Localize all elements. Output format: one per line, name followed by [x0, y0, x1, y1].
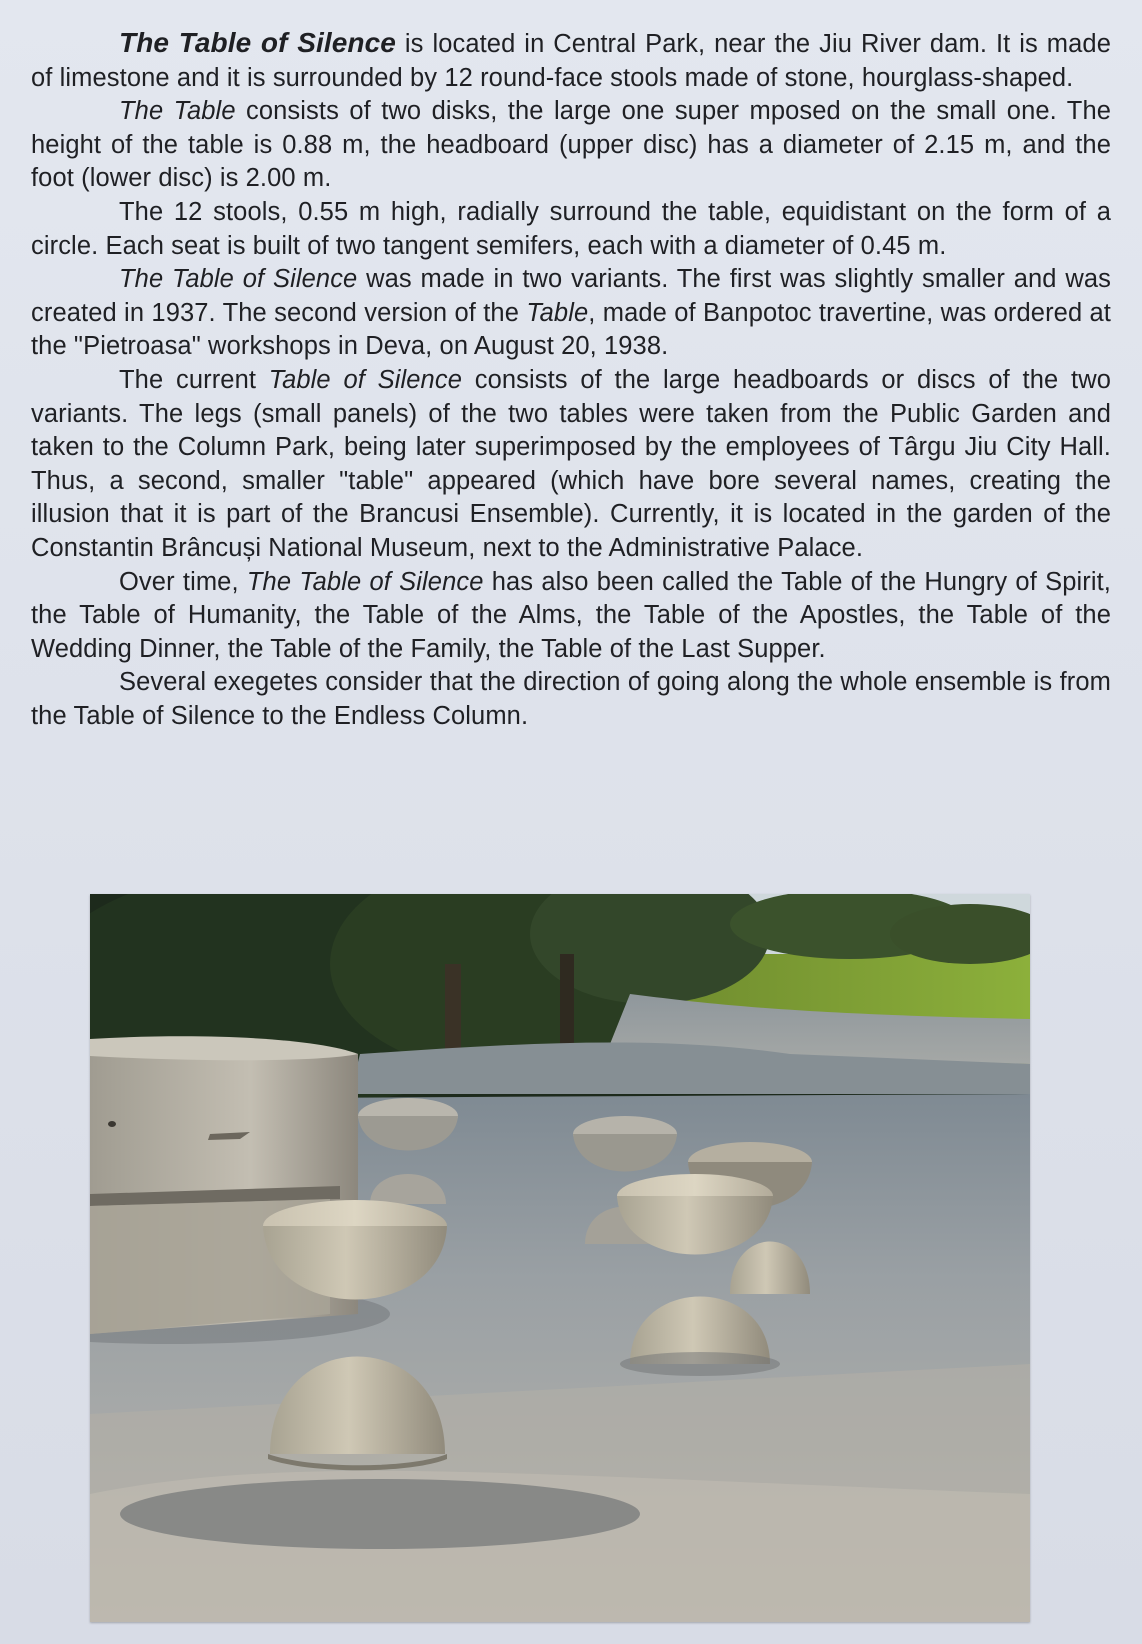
- paragraph-2-text: consists of two disks, the large one super mposed on the small one. The height of the table is 0.88 m, the headboard (upper disc) has a diameter of 2.15 m, and the foot (lower disc) is 2.00 m.: [31, 97, 1112, 193]
- paragraph-2: [31, 95, 1111, 196]
- paragraph-1-text: is located in Central Park, near the Jiu River dam. It is made of limestone and it is surrounded by 12 round-face stools made of stone, hourglass-shaped.: [31, 30, 1111, 92]
- paragraph-4-italic: The Table of Silence: [119, 265, 358, 294]
- paragraph-2-italic: The Table: [119, 97, 236, 126]
- paragraph-1: [31, 26, 1111, 95]
- paragraph-4-text-a: was made in two variants. The first was slightly smaller and was created in 1937. The second version of the: [31, 265, 1111, 327]
- paragraph-3: [31, 196, 1111, 263]
- table-of-silence-photo: [90, 894, 1030, 1622]
- paragraph-6-text-a: Over time,: [119, 567, 247, 596]
- paragraph-4-italic-mid: Table: [526, 298, 589, 327]
- paragraph-5-text-a: The current: [119, 365, 269, 394]
- paragraph-6-text-b: has also been called the Table of the Hungry of Spirit, the Table of Humanity, the Table of the Alms, the Table of the Apostles, the Table of the Wedding Dinner, the Table of the Family, the Table of the Last Supper.: [31, 567, 1111, 663]
- article-text: [31, 26, 1111, 733]
- paragraph-7-text: Several exegetes consider that the direction of going along the whole ensemble is from the Table of Silence to the Endless Column.: [31, 668, 1111, 730]
- title-bold: The Table of Silence: [119, 27, 396, 58]
- paragraph-4-text-b: , made of Banpotoc travertine, was ordered at the "Pietroasa" workshops in Deva, on August 20, 1938.: [31, 298, 1111, 361]
- paragraph-7: [31, 666, 1111, 733]
- paragraph-5-text-b: consists of the large headboards or discs of the two variants. The legs (small panels) of the two tables were taken from the Public Garden and taken to the Column Park, being later superimposed by the employees of Târgu Jiu City Hall. Thus, a second, smaller "table" appeared (which have bore several names, creating the illusion that it is part of the Brancusi Ensemble). Currently, it is located in the garden of the Constantin Brâncuși National Museum, next to the Administrative Palace.: [31, 365, 1111, 562]
- paragraph-6-italic-mid: The Table of Silence: [246, 567, 484, 596]
- paragraph-5-italic-mid: Table of Silence: [268, 365, 462, 394]
- paragraph-4: [31, 263, 1111, 364]
- paragraph-3-text: The 12 stools, 0.55 m high, radially surround the table, equidistant on the form of a circle. Each seat is built of two tangent semifers, each with a diameter of 0.45 m.: [31, 197, 1111, 260]
- paragraph-5: [31, 364, 1111, 566]
- paragraph-6: [31, 566, 1111, 667]
